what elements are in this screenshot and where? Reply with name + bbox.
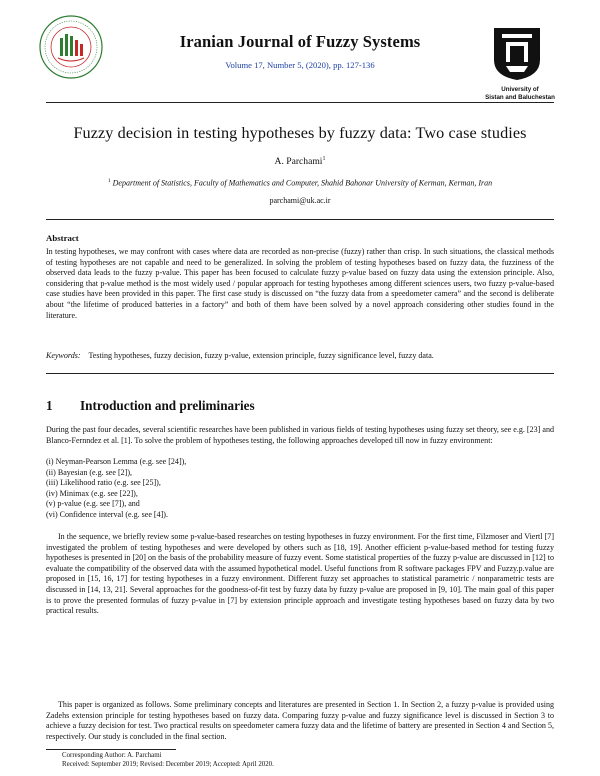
list-item: (i) Neyman-Pearson Lemma (e.g. see [24]), [46, 457, 187, 466]
list-item: (ii) Bayesian (e.g. see [2]), [46, 467, 133, 477]
journal-seal-logo [38, 14, 104, 80]
keywords-label: Keywords: [46, 351, 81, 360]
abstract-text: In testing hypotheses, we may confront with cases where data are recorded as non-precise (fuzzy) rather than crisp. In such situations, the classical methods of testing hypotheses are not capable and need to be generalized. In solving the problem of testing hypotheses based on fuzzy data, the fuzziness of the observed data leads to the fuzzy p-value. This paper has been focused to calculate fuzzy p-value based on fuzzy data using the extension principle. Also, considering that p-value method is the most widely used / popular approach for testing hypotheses among different sciences users, two fuzzy p-value-based case studies have been provided in this paper. The first case study is discussed on “the fuzzy data from a speedometer camera” and the second is deliberate about “the lifetime of produced batteries in a factory” and both of them have been solved by a novel approach considering other studies found in the literature. [46, 247, 554, 320]
section-title: Introduction and preliminaries [80, 398, 255, 413]
approaches-list [46, 457, 186, 521]
university-logo [488, 20, 546, 82]
university-name [470, 86, 570, 101]
author-email[interactable]: parchami@uk.ac.ir [269, 196, 331, 205]
abstract-bottom-divider [46, 373, 554, 374]
corresponding-author-note: Corresponding Author: A. Parchami [62, 752, 162, 759]
affiliation [40, 178, 560, 188]
paper-title: Fuzzy decision in testing hypotheses by fuzzy data: Two case studies [73, 124, 527, 142]
list-item: (iii) Likelihood ratio (e.g. see [25]), [46, 478, 161, 488]
university-name-line1: University of [501, 86, 539, 93]
intro-paragraph-2: In the sequence, we briefly review some p-value-based researches on testing hypotheses in fuzzy environment. For the first time, Filzmoser and Viertl [7] investigated the problem of testing hypotheses and were developed by others such as [18, 19]. Another efficient p-value-based method for testing fuzzy hypotheses is presented in [20] on the basis of the probability measure of fuzzy event. Some statistical properties of the fuzzy p-value are discussed in [12] to evaluate the compatibility of the observed data with the assumed hypothetical model. Useful functions from R software packages FPV and Fuzzy.p.value are proposed in [15, 16, 17] for testing hypotheses in a fuzzy environment. Different fuzzy set approaches to statistical parametric / nonparametric tests are discussed in [14, 13, 21]. Several approaches for the goodness-of-fit test by fuzzy data by fuzzy p-value are proposed in [9, 10]. The main goal of this paper is to prove the presented formulas of fuzzy p-value in [7] by extension principle approach and investigate testing hypotheses based on fuzzy data by two practical results. [46, 532, 554, 616]
affiliation-mark: 1 [107, 178, 111, 184]
received-dates-note: Received: September 2019; Revised: December 2019; Accepted: April 2020. [62, 761, 274, 768]
keywords-text: Testing hypotheses, fuzzy decision, fuzzy p-value, extension principle, fuzzy significance level, fuzzy data. [88, 351, 434, 360]
header-divider [46, 102, 554, 103]
section-number: 1 [46, 398, 53, 413]
list-item: (v) p-value (e.g. see [7]), and [46, 499, 140, 509]
author-name: A. Parchami [274, 156, 323, 168]
intro-paragraph-3: This paper is organized as follows. Some preliminary concepts and literatures are presented in Section 1. In Section 2, a fuzzy p-value is provided using Zadehs extension principle for testing hypotheses based on fuzzy data. Comparing fuzzy p-value and fuzzy significance level is discussed in Section 3 to achieve a fuzzy decision for test. Two practical results on speedometer camera fuzzy data and the lifetime of battery are presented in Section 4 and Section 5, respectively. Our study is concluded in the final section. [46, 700, 554, 741]
journal-title: Iranian Journal of Fuzzy Systems [179, 32, 421, 51]
section-heading [46, 398, 255, 414]
author-line [40, 156, 560, 167]
list-item: (iv) Minimax (e.g. see [22]), [46, 488, 138, 498]
list-item: (vi) Confidence interval (e.g. see [4]). [46, 509, 168, 519]
author-footnote-mark: 1 [322, 156, 326, 162]
university-name-line2: Sistan and Baluchestan [485, 93, 555, 101]
keywords-line [46, 351, 554, 362]
abstract-top-divider [46, 219, 554, 220]
abstract-heading: Abstract [46, 233, 79, 243]
intro-paragraph-1: During the past four decades, several scientific researches have been published in various fields of testing hypotheses using fuzzy set theory, see e.g. [23] and Blanco-Fernndez et al. [1]. To solve the problem of hypotheses testing, the following approaches developed till now in fuzzy environment: [46, 425, 554, 445]
affiliation-text: Department of Statistics, Faculty of Mathematics and Computer, Shahid Bahonar University of Kerman, Kerman, Iran [112, 178, 493, 188]
journal-volume-info: Volume 17, Number 5, (2020), pp. 127-136 [225, 60, 375, 70]
footnote-divider [46, 749, 176, 750]
